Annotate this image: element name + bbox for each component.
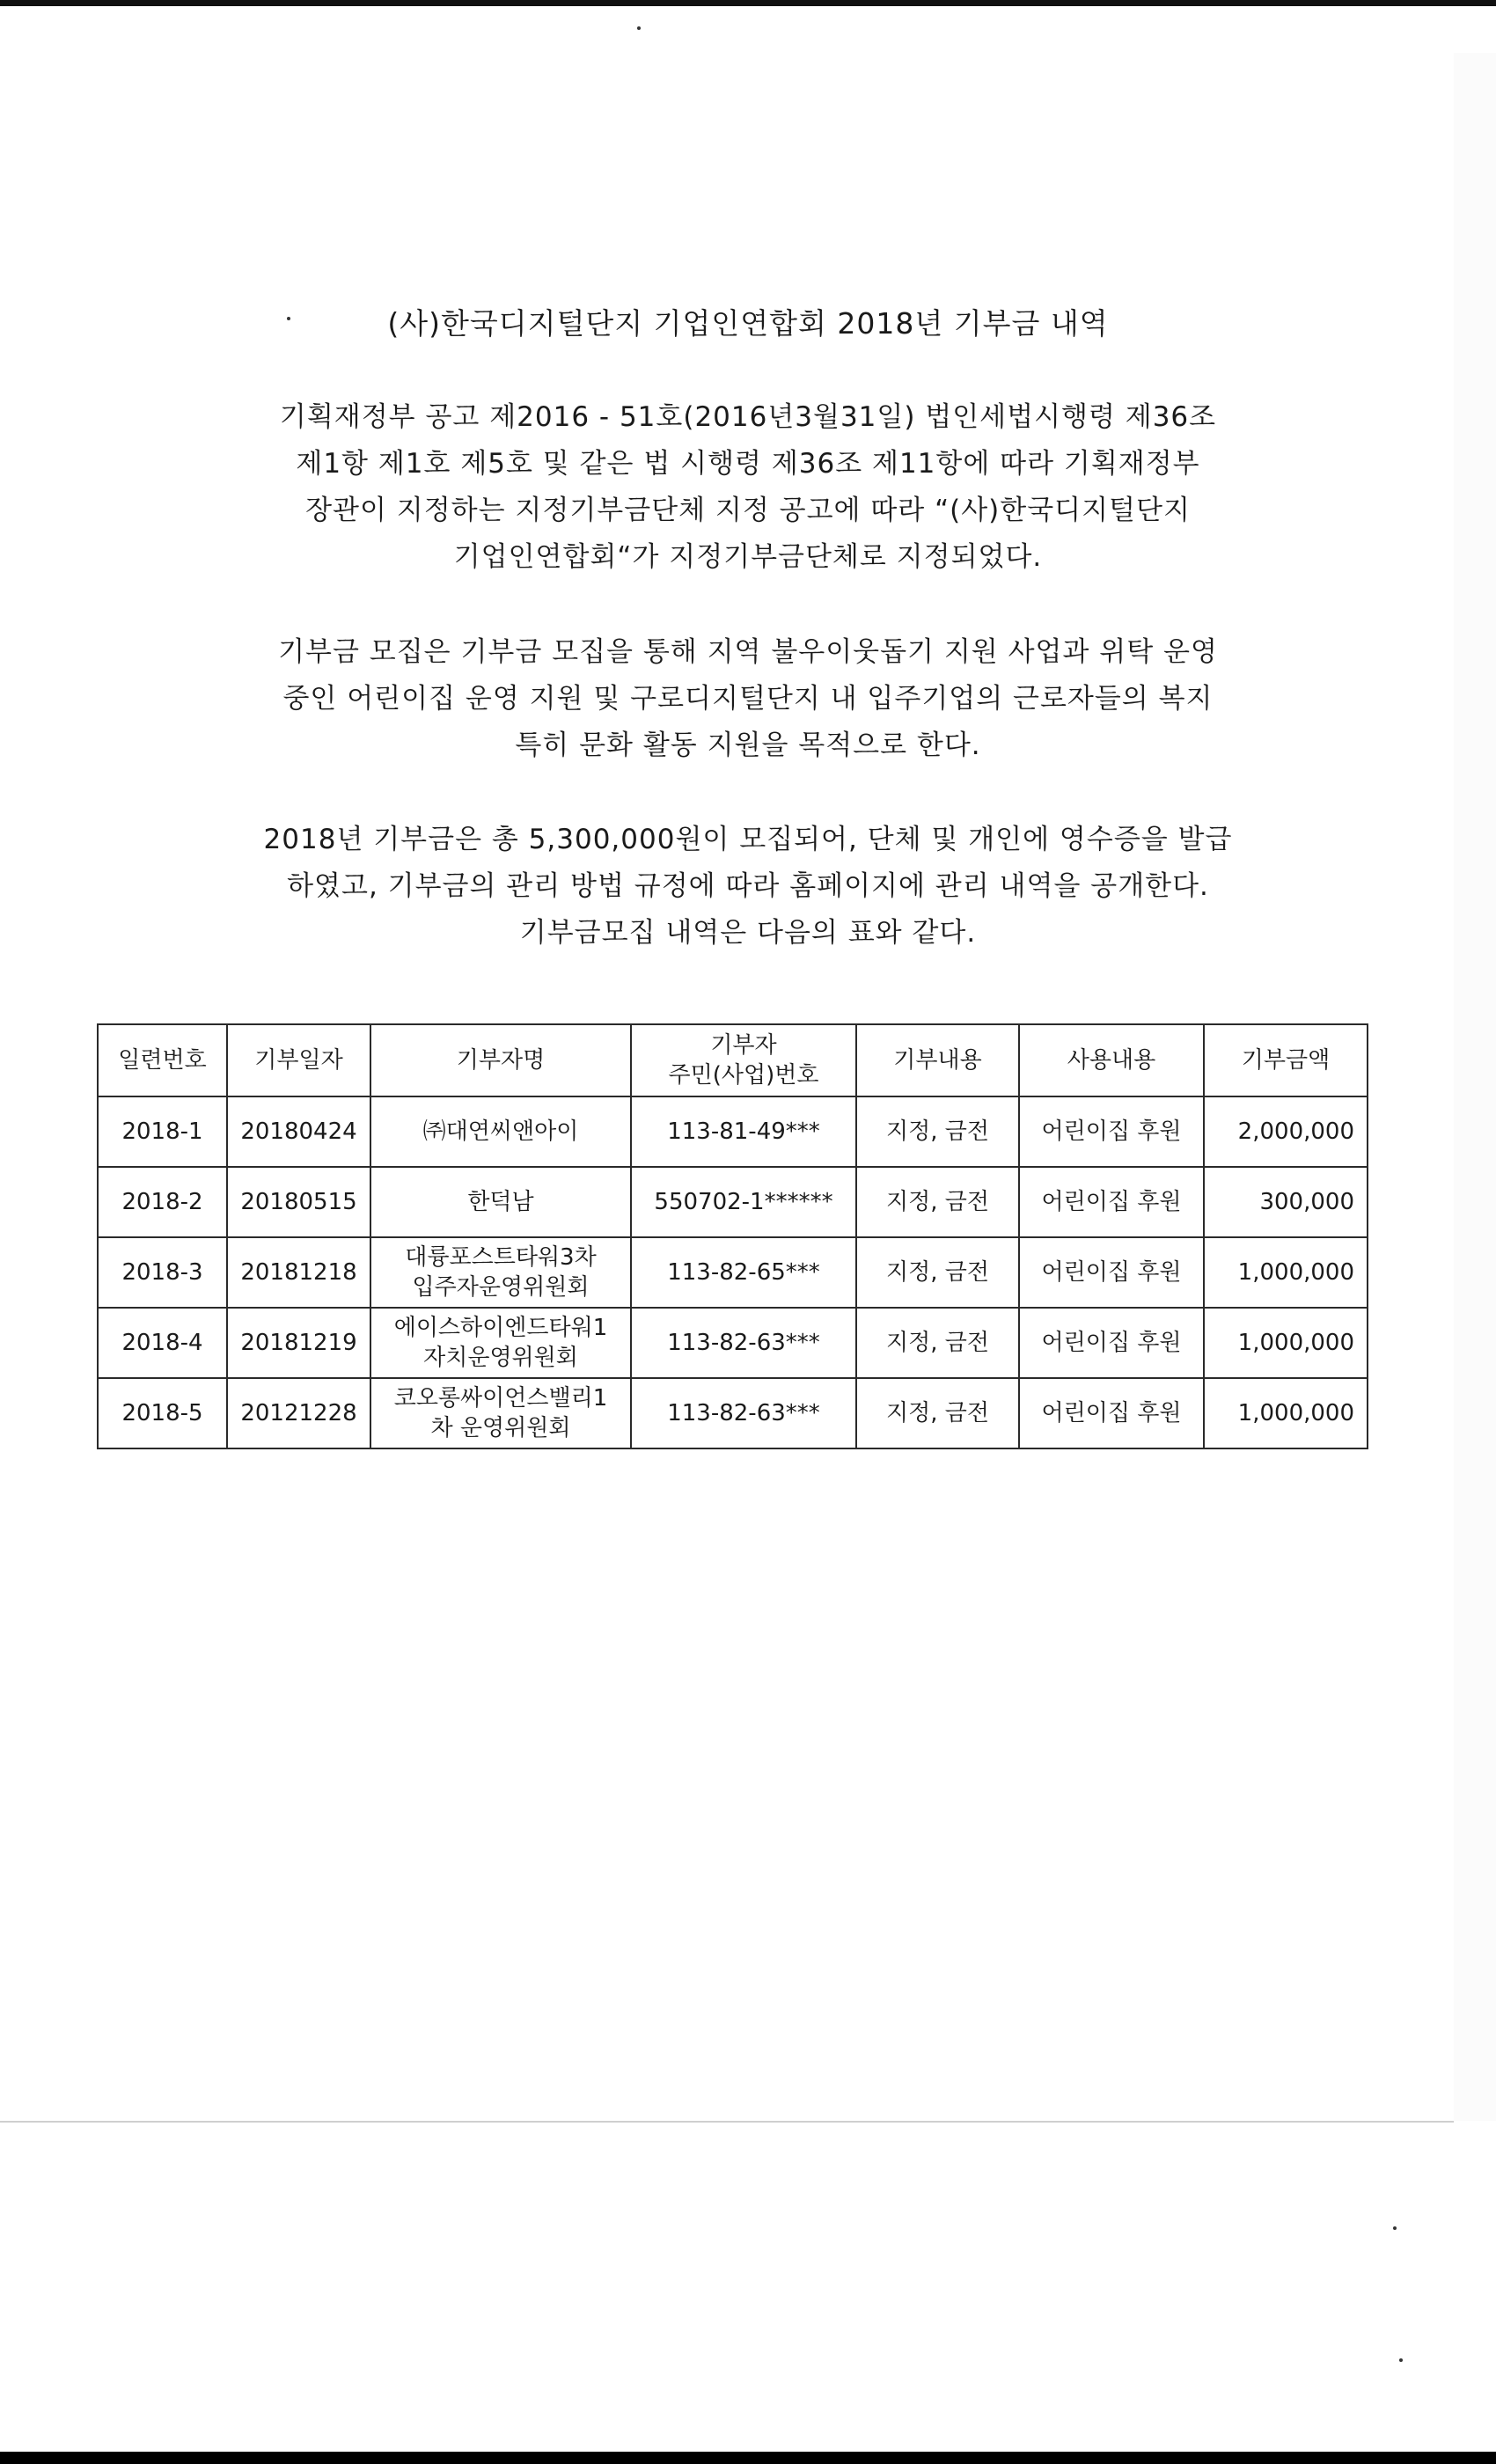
cell-amount: 2,000,000 xyxy=(1204,1096,1368,1167)
table-row xyxy=(98,1167,1368,1237)
cell-usage: 어린이집 후원 xyxy=(1019,1378,1204,1448)
cell-donor xyxy=(370,1096,631,1167)
scan-speck xyxy=(637,26,641,30)
scan-top-edge xyxy=(0,0,1496,6)
paragraph-line: 기부금 모집은 기부금 모집을 통해 지역 불우이웃돕기 지원 사업과 위탁 운영 xyxy=(278,636,1218,668)
scan-right-margin xyxy=(1454,53,1496,2121)
paragraph-line: 장관이 지정하는 지정기부금단체 지정 공고에 따라 “(사)한국디지털단지 xyxy=(305,495,1191,526)
table-row xyxy=(98,1308,1368,1378)
cell-donor-id: 113-82-63*** xyxy=(631,1378,856,1448)
cell-usage: 어린이집 후원 xyxy=(1019,1308,1204,1378)
cell-donor xyxy=(370,1167,631,1237)
header-date: 기부일자 xyxy=(227,1024,370,1096)
donor-name-line1: 한덕남 xyxy=(467,1189,534,1215)
scan-speck xyxy=(1399,2358,1403,2362)
header-donor-id-line2: 주민(사업)번호 xyxy=(668,1062,819,1089)
paragraph-line: 특히 문화 활동 지원을 목적으로 한다. xyxy=(515,730,981,761)
cell-serial: 2018-2 xyxy=(98,1167,227,1237)
scan-speck xyxy=(1393,2226,1397,2230)
table-row xyxy=(98,1096,1368,1167)
cell-serial: 2018-5 xyxy=(98,1378,227,1448)
cell-date: 20181218 xyxy=(227,1237,370,1308)
cell-usage: 어린이집 후원 xyxy=(1019,1167,1204,1237)
cell-date: 20180424 xyxy=(227,1096,370,1167)
table-row xyxy=(98,1378,1368,1448)
paragraph-summary xyxy=(176,817,1320,957)
cell-donor-id: 113-82-63*** xyxy=(631,1308,856,1378)
cell-donor-id: 113-82-65*** xyxy=(631,1237,856,1308)
cell-donor xyxy=(370,1308,631,1378)
donor-name-line1: ㈜대연씨앤아이 xyxy=(422,1118,579,1145)
donor-name-line2: 입주자운영위원회 xyxy=(412,1274,590,1301)
table-header-row xyxy=(98,1024,1368,1096)
cell-content: 지정, 금전 xyxy=(856,1378,1019,1448)
cell-date: 20181219 xyxy=(227,1308,370,1378)
cell-donor xyxy=(370,1378,631,1448)
paragraph-purpose xyxy=(176,629,1320,769)
cell-amount: 1,000,000 xyxy=(1204,1237,1368,1308)
cell-content: 지정, 금전 xyxy=(856,1096,1019,1167)
cell-usage: 어린이집 후원 xyxy=(1019,1096,1204,1167)
donor-name-line2: 차 운영위원회 xyxy=(430,1415,571,1441)
document-title: (사)한국디지털단지 기업인연합회 2018년 기부금 내역 xyxy=(387,306,1109,341)
cell-donor xyxy=(370,1237,631,1308)
table-row xyxy=(98,1237,1368,1308)
header-content: 기부내용 xyxy=(856,1024,1019,1096)
donation-table xyxy=(97,1023,1368,1449)
cell-serial: 2018-3 xyxy=(98,1237,227,1308)
header-serial: 일련번호 xyxy=(98,1024,227,1096)
paragraph-line: 기업인연합회“가 지정기부금단체로 지정되었다. xyxy=(453,541,1043,573)
donor-name-line1: 대륭포스트타워3차 xyxy=(405,1244,597,1271)
cell-content: 지정, 금전 xyxy=(856,1308,1019,1378)
header-donor-id-line1: 기부자 xyxy=(710,1032,777,1059)
paragraph-line: 2018년 기부금은 총 5,300,000원이 모집되어, 단체 및 개인에 영수증을 발급 xyxy=(263,824,1233,855)
cell-content: 지정, 금전 xyxy=(856,1237,1019,1308)
cell-amount: 1,000,000 xyxy=(1204,1378,1368,1448)
header-donor-id xyxy=(631,1024,856,1096)
scan-bottom-edge xyxy=(0,2452,1496,2464)
paragraph-designation xyxy=(176,394,1320,581)
cell-date: 20180515 xyxy=(227,1167,370,1237)
scan-fold-line xyxy=(0,2121,1454,2123)
paragraph-line: 중인 어린이집 운영 지원 및 구로디지털단지 내 입주기업의 근로자들의 복지 xyxy=(282,683,1214,715)
header-donor: 기부자명 xyxy=(370,1024,631,1096)
paragraph-line: 기획재정부 공고 제2016 - 51호(2016년3월31일) 법인세법시행령 제36조 xyxy=(279,401,1217,433)
header-amount: 기부금액 xyxy=(1204,1024,1368,1096)
cell-serial: 2018-1 xyxy=(98,1096,227,1167)
cell-date: 20121228 xyxy=(227,1378,370,1448)
paragraph-line: 기부금모집 내역은 다음의 표와 같다. xyxy=(519,917,977,949)
cell-donor-id: 113-81-49*** xyxy=(631,1096,856,1167)
cell-amount: 1,000,000 xyxy=(1204,1308,1368,1378)
donor-name-line1: 에이스하이엔드타워1 xyxy=(393,1315,608,1341)
cell-serial: 2018-4 xyxy=(98,1308,227,1378)
cell-amount: 300,000 xyxy=(1204,1167,1368,1237)
paragraph-line: 하였고, 기부금의 관리 방법 규정에 따라 홈페이지에 관리 내역을 공개한다. xyxy=(287,870,1209,902)
donor-name-line2: 자치운영위원회 xyxy=(423,1345,578,1371)
header-usage: 사용내용 xyxy=(1019,1024,1204,1096)
cell-content: 지정, 금전 xyxy=(856,1167,1019,1237)
paragraph-line: 제1항 제1호 제5호 및 같은 법 시행령 제36조 제11항에 따라 기획재정부 xyxy=(296,448,1200,480)
cell-usage: 어린이집 후원 xyxy=(1019,1237,1204,1308)
cell-donor-id: 550702-1****** xyxy=(631,1167,856,1237)
donor-name-line1: 코오롱싸이언스밸리1 xyxy=(393,1385,608,1412)
